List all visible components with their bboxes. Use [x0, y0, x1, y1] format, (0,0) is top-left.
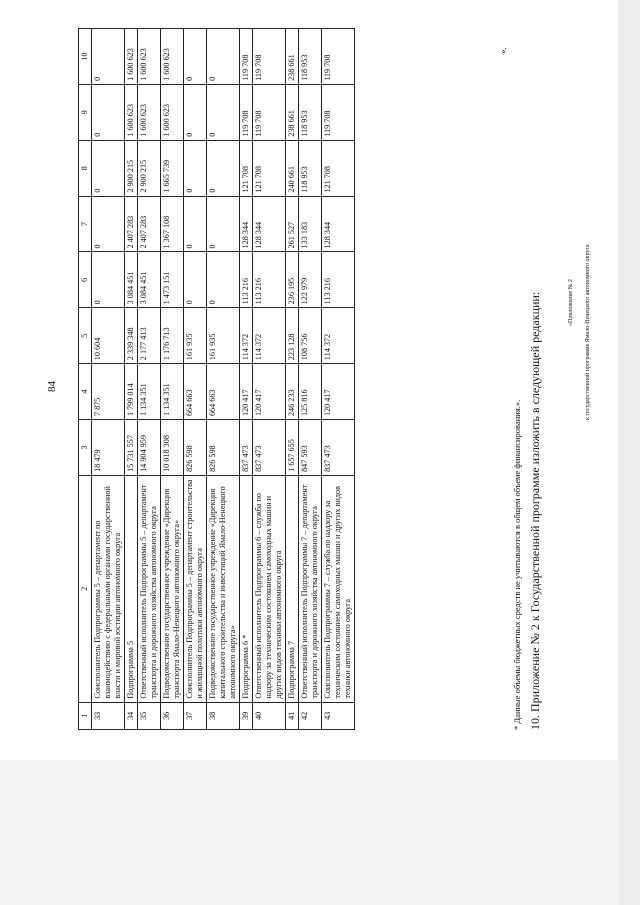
row-value: 1 665 739	[161, 140, 184, 196]
row-value: 1 367 108	[161, 196, 184, 252]
row-value: 119 708	[253, 84, 286, 140]
row-value: 1 134 351	[161, 364, 184, 420]
appendix-label: «Приложение № 2	[568, 279, 574, 326]
row-value: 120 417	[322, 364, 355, 420]
table-row	[299, 29, 322, 730]
row-value: 2 900 215	[125, 140, 138, 196]
column-header: 10	[79, 29, 92, 85]
row-value: 1 600 623	[125, 29, 138, 85]
column-header: 6	[79, 252, 92, 308]
row-number: 33	[92, 702, 125, 729]
row-name: Подпрограмма 7	[286, 475, 299, 702]
row-value: 128 344	[322, 196, 355, 252]
row-value: 113 216	[322, 252, 355, 308]
row-value: 10 018 308	[161, 420, 184, 476]
row-value: 119 708	[322, 29, 355, 85]
row-value: 0	[92, 29, 125, 85]
closing-quote-mark: ».	[498, 47, 508, 54]
row-value: 3 084 451	[138, 252, 161, 308]
row-value: 128 344	[240, 196, 253, 252]
row-value: 114 372	[240, 308, 253, 364]
row-number: 41	[286, 702, 299, 729]
column-header: 8	[79, 140, 92, 196]
row-value: 161 935	[184, 308, 207, 364]
row-value: 114 372	[253, 308, 286, 364]
row-value: 119 708	[240, 29, 253, 85]
page-number: 84	[46, 381, 58, 392]
row-name: Соисполнитель Подпрограммы 7 – служба по надзору за техническим состоянием самоходных машин и других видов техники автономного округа	[322, 475, 355, 702]
row-number: 42	[299, 702, 322, 729]
row-value: 1 134 351	[138, 364, 161, 420]
row-number: 35	[138, 702, 161, 729]
table-row	[207, 29, 240, 730]
row-number: 38	[207, 702, 240, 729]
row-value: 0	[184, 140, 207, 196]
row-name: Подведомственное государственное учреждение «Дирекция транспорта Ямало-Ненецкого автономного округа»	[161, 475, 184, 702]
row-value: 837 473	[253, 420, 286, 476]
row-value: 118 953	[299, 29, 322, 85]
row-value: 114 372	[322, 308, 355, 364]
table-row	[161, 29, 184, 730]
row-value: 1 600 623	[138, 84, 161, 140]
row-name: Соисполнитель Подпрограммы 5 – департамент строительства и жилищной политики автономного округа	[184, 475, 207, 702]
row-value: 120 417	[240, 364, 253, 420]
row-value: 223 128	[286, 308, 299, 364]
row-value: 10 604	[92, 308, 125, 364]
row-value: 2 177 413	[138, 308, 161, 364]
row-value: 2 900 215	[138, 140, 161, 196]
row-value: 121 708	[240, 140, 253, 196]
table-row	[184, 29, 207, 730]
row-value: 1 176 713	[161, 308, 184, 364]
table-row	[322, 29, 355, 730]
row-value: 1 600 623	[138, 29, 161, 85]
row-value: 238 661	[286, 84, 299, 140]
row-value: 0	[207, 196, 240, 252]
row-value: 837 473	[322, 420, 355, 476]
row-value: 1 600 623	[161, 29, 184, 85]
row-value: 7 875	[92, 364, 125, 420]
table-row	[240, 29, 253, 730]
row-value: 133 183	[299, 196, 322, 252]
row-value: 240 661	[286, 140, 299, 196]
row-value: 664 663	[207, 364, 240, 420]
row-value: 1 473 151	[161, 252, 184, 308]
row-value: 0	[207, 252, 240, 308]
row-value: 119 708	[240, 84, 253, 140]
row-value: 1 600 623	[125, 84, 138, 140]
row-value: 113 216	[253, 252, 286, 308]
table-row	[286, 29, 299, 730]
row-value: 0	[92, 140, 125, 196]
row-value: 261 527	[286, 196, 299, 252]
row-value: 0	[184, 196, 207, 252]
row-value: 0	[184, 252, 207, 308]
row-value: 120 417	[253, 364, 286, 420]
table-row	[92, 29, 125, 730]
row-value: 847 593	[299, 420, 322, 476]
scan-edge	[618, 0, 640, 905]
row-value: 118 953	[299, 140, 322, 196]
row-value: 826 598	[184, 420, 207, 476]
row-number: 43	[322, 702, 355, 729]
column-header: 1	[79, 702, 92, 729]
row-value: 108 756	[299, 308, 322, 364]
column-header: 9	[79, 84, 92, 140]
table-header-row	[79, 29, 92, 730]
scan-margin	[0, 760, 640, 905]
row-number: 39	[240, 702, 253, 729]
row-value: 119 708	[253, 29, 286, 85]
row-value: 837 473	[240, 420, 253, 476]
row-number: 36	[161, 702, 184, 729]
row-value: 125 816	[299, 364, 322, 420]
row-number: 40	[253, 702, 286, 729]
row-value: 0	[92, 196, 125, 252]
row-value: 1 600 623	[161, 84, 184, 140]
row-value: 2 339 348	[125, 308, 138, 364]
row-value: 246 233	[286, 364, 299, 420]
item-10-text: 10. Приложение № 2 к Государственной программе изложить в следующей редакции:	[528, 291, 542, 730]
row-value: 236 195	[286, 252, 299, 308]
column-header: 5	[79, 308, 92, 364]
row-value: 15 731 557	[125, 420, 138, 476]
row-value: 119 708	[322, 84, 355, 140]
row-name: Подпрограмма 5	[125, 475, 138, 702]
row-value: 122 979	[299, 252, 322, 308]
row-value: 113 216	[240, 252, 253, 308]
row-value: 0	[207, 84, 240, 140]
row-value: 664 663	[184, 364, 207, 420]
row-value: 121 708	[322, 140, 355, 196]
column-header: 3	[79, 420, 92, 476]
row-value: 2 407 283	[138, 196, 161, 252]
row-number: 34	[125, 702, 138, 729]
row-value: 0	[207, 140, 240, 196]
row-value: 128 344	[253, 196, 286, 252]
row-value: 121 708	[253, 140, 286, 196]
row-name: Соисполнитель Подпрограммы 5 – департамент по взаимодействию с федеральными органами государственной власти и мировой юстиции автономного округа	[92, 475, 125, 702]
row-name: Подпрограмма 6 *	[240, 475, 253, 702]
row-value: 0	[92, 84, 125, 140]
footnote: * Данные объемы бюджетных средств не учитываются в общем объеме финансирования.».	[512, 399, 522, 730]
row-value: 118 953	[299, 84, 322, 140]
row-value: 161 935	[207, 308, 240, 364]
row-value: 18 479	[92, 420, 125, 476]
row-value: 238 661	[286, 29, 299, 85]
table-row	[253, 29, 286, 730]
row-value: 14 904 959	[138, 420, 161, 476]
appendix-subtitle: к государственной программе Ямало-Ненецкого автономного округа	[585, 244, 591, 420]
column-header: 4	[79, 364, 92, 420]
row-value: 0	[92, 252, 125, 308]
table-row	[125, 29, 138, 730]
row-name: Ответственный исполнитель Подпрограммы 5 – департамент транспорта и дорожного хозяйства автономного округа	[138, 475, 161, 702]
row-name: Ответственный исполнитель Подпрограммы 7 – департамент транспорта и дорожного хозяйства автономного округа	[299, 475, 322, 702]
row-name: Ответственный исполнитель Подпрограммы 6 – служба по надзору за техническим состоянием самоходных машин и других видов техники автономного округа	[253, 475, 286, 702]
row-value: 2 407 283	[125, 196, 138, 252]
table-body	[92, 29, 355, 730]
row-value: 3 084 451	[125, 252, 138, 308]
row-value: 0	[184, 84, 207, 140]
row-value: 0	[207, 29, 240, 85]
row-name: Подведомственное государственное учреждение «Дирекция капитального строительства и инвестиций Ямало-Ненецкого автономного округа»	[207, 475, 240, 702]
financing-table	[78, 28, 355, 730]
row-value: 1 657 655	[286, 420, 299, 476]
column-header: 7	[79, 196, 92, 252]
row-number: 37	[184, 702, 207, 729]
row-value: 826 598	[207, 420, 240, 476]
table-row	[138, 29, 161, 730]
row-value: 1 799 014	[125, 364, 138, 420]
column-header: 2	[79, 475, 92, 702]
row-value: 0	[184, 29, 207, 85]
